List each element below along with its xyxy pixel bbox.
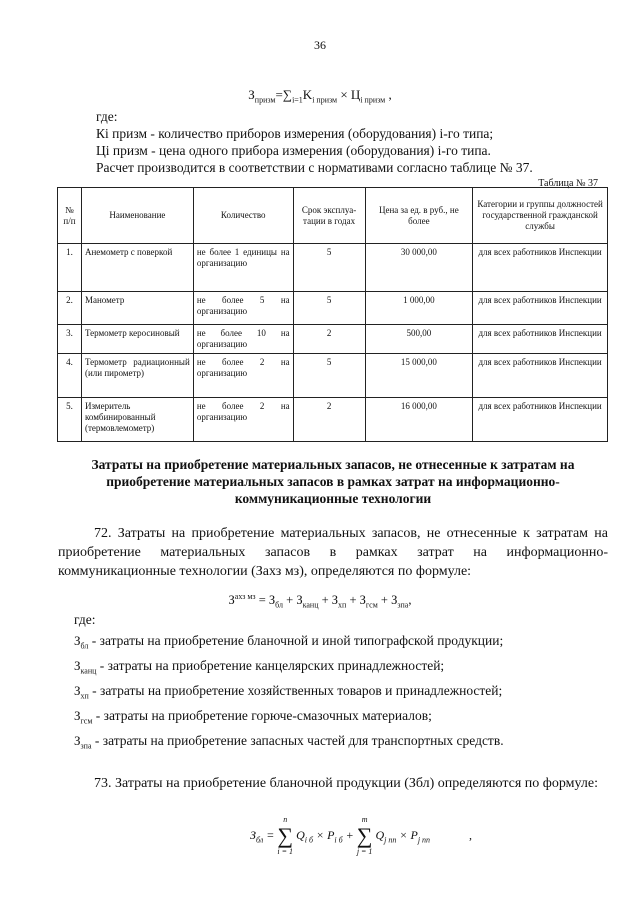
cell-category: для всех работников Инспекции — [473, 292, 608, 325]
cell-name: Анемометр с поверкой — [81, 244, 193, 292]
col-header-price: Цена за ед. в руб., не более — [365, 188, 473, 244]
cell-qty: не более 1 единицы на организацию — [193, 244, 293, 292]
cell-qty: не более 2 на организацию — [193, 354, 293, 398]
cell-category: для всех работников Инспекции — [473, 398, 608, 442]
table-row — [58, 292, 608, 325]
where-label-1: где: — [96, 109, 118, 124]
cell-name: Термометр керосиновый — [81, 325, 193, 354]
table-row — [58, 325, 608, 354]
section-heading: Затраты на приобретение материальных запасов, не отнесенные к затратам на приобретение материальных запасов в рамках затрат на информационно-коммуникационные технологии — [91, 457, 575, 506]
definition-c: Цi призм - цена одного прибора измерения (оборудования) i-го типа. — [96, 143, 491, 158]
formula-blanks: $З_{бл}$ = n ∑ i = 1 $Q_{i б} \times P_{i б}$ + m ∑ j = 1 $Q_{j пп} \times P_{j пп}$ , — [250, 815, 473, 856]
table-row — [58, 354, 608, 398]
cell-num: 3. — [58, 325, 82, 354]
cell-price: 1 000,00 — [365, 292, 473, 325]
cell-term: 2 — [293, 398, 365, 442]
cell-qty: не более 5 на организацию — [193, 292, 293, 325]
col-header-num: № п/п — [58, 188, 82, 244]
table-caption: Таблица № 37 — [538, 178, 598, 189]
cell-name: Измеритель комбинированный (термовлемометр) — [81, 398, 193, 442]
cell-num: 5. — [58, 398, 82, 442]
cell-qty: не более 10 на организацию — [193, 325, 293, 354]
cell-price: 16 000,00 — [365, 398, 473, 442]
list-item: $З_{гсм}$ - затраты на приобретение горюче-смазочных материалов; — [74, 708, 432, 726]
list-item: $З_{канц}$ - затраты на приобретение канцелярских принадлежностей; — [74, 658, 445, 676]
paragraph-73: 73. Затраты на приобретение бланочной продукции (Збл) определяются по формуле: — [94, 776, 598, 791]
cell-term: 5 — [293, 244, 365, 292]
cell-category: для всех работников Инспекции — [473, 244, 608, 292]
list-item: $З_{зпа}$ - затраты на приобретение запасных частей для транспортных средств. — [74, 733, 504, 751]
formula-materials: $З^{ахз мз} = З_{бл} + З_{канц} + З_{хп} + З_{гсм} + З_{зпа}$, — [228, 592, 412, 610]
col-header-qty: Количество — [193, 188, 293, 244]
list-item: $З_{хп}$ - затраты на приобретение хозяйственных товаров и принадлежностей; — [74, 683, 503, 701]
cell-num: 4. — [58, 354, 82, 398]
cell-category: для всех работников Инспекции — [473, 325, 608, 354]
page-number: 36 — [314, 38, 326, 52]
cell-qty: не более 2 на организацию — [193, 398, 293, 442]
cell-num: 2. — [58, 292, 82, 325]
cell-term: 5 — [293, 354, 365, 398]
col-header-category: Категории и группы должностей государственной гражданской службы — [473, 188, 608, 244]
cell-price: 30 000,00 — [365, 244, 473, 292]
calc-note: Расчет производится в соответствии с нормативами согласно таблице № 37. — [96, 160, 533, 175]
formula-priborov: $З_{призм}=\sum_{i=1}K_{i призм} \times Ц_{i призм}$ , — [248, 87, 392, 105]
table-row — [58, 398, 608, 442]
table-header-row — [58, 188, 608, 244]
cell-category: для всех работников Инспекции — [473, 354, 608, 398]
col-header-name: Наименование — [81, 188, 193, 244]
cell-term: 2 — [293, 325, 365, 354]
cell-term: 5 — [293, 292, 365, 325]
instruments-table — [57, 187, 608, 442]
list-item: $З_{бл}$ - затраты на приобретение бланочной и иной типографской продукции; — [74, 633, 504, 651]
where-label-2: где: — [74, 612, 96, 627]
cell-price: 15 000,00 — [365, 354, 473, 398]
cell-price: 500,00 — [365, 325, 473, 354]
table-row — [58, 244, 608, 292]
paragraph-72: 72. Затраты на приобретение материальных запасов, не отнесенные к затратам на приобретение материальных запасов в рамках затрат на информационно-коммуникационные технологии (Захз мз), определяются по формуле: — [58, 526, 608, 579]
cell-num: 1. — [58, 244, 82, 292]
cell-name: Манометр — [81, 292, 193, 325]
definition-k: Кi призм - количество приборов измерения (оборудования) i-го типа; — [96, 126, 494, 141]
col-header-term: Срок эксплуа-тации в годах — [293, 188, 365, 244]
cell-name: Термометр радиационный (или пирометр) — [81, 354, 193, 398]
